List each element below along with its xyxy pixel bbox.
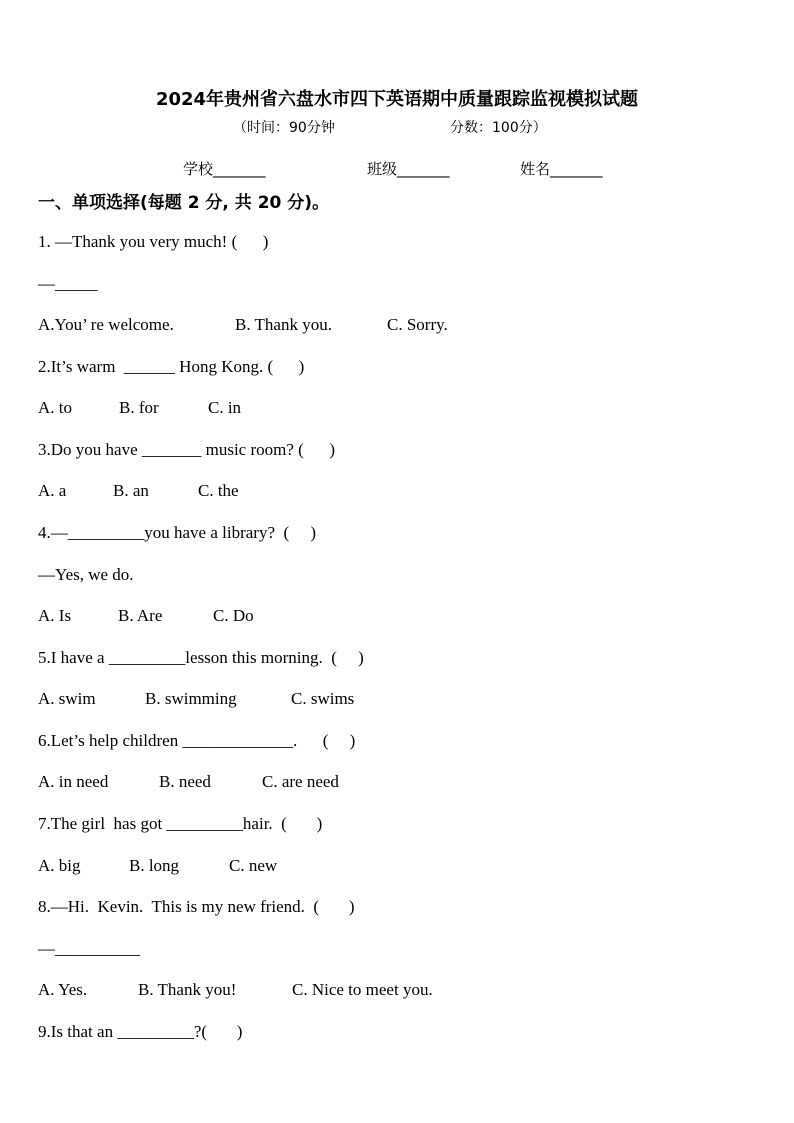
question-answer-line: —__________ [38, 939, 140, 958]
question-stem: 9.Is that an _________?( ) [38, 1022, 243, 1041]
exam-title: 2024年贵州省六盘水市四下英语期中质量跟踪监视模拟试题 [155, 89, 639, 110]
option-b: B. Thank you! [138, 980, 237, 999]
exam-time: （时间：90分钟 [233, 120, 335, 136]
section-title: 一、单项选择(每题 2 分, 共 20 分)。 [38, 193, 330, 213]
option-a: A.You’ re welcome. [38, 315, 174, 334]
question-stem: 2.It’s warm ______ Hong Kong. ( ) [38, 357, 305, 376]
option-a: A. Is [38, 606, 72, 625]
option-b: B. Thank you. [235, 315, 332, 334]
option-a: A. to [38, 398, 72, 417]
option-c: C. in [208, 398, 242, 417]
school-field: 学校_______ [183, 160, 266, 178]
question-stem: 8.—Hi. Kevin. This is my new friend. ( ) [38, 897, 355, 916]
option-c: C. the [198, 481, 239, 500]
option-a: A. a [38, 481, 67, 500]
option-c: C. new [229, 856, 278, 875]
option-b: B. long [129, 856, 180, 875]
question-stem: 5.I have a _________lesson this morning. ( ) [38, 648, 364, 667]
question-stem: 1. —Thank you very much! ( ) [38, 232, 269, 251]
question-stem: 4.—_________you have a library? ( ) [38, 523, 317, 542]
option-b: B. swimming [145, 689, 237, 708]
option-a: A. swim [38, 689, 96, 708]
option-a: A. Yes. [38, 980, 88, 999]
name-field: 姓名_______ [520, 160, 603, 178]
class-field: 班级_______ [367, 160, 450, 178]
option-b: B. an [113, 481, 149, 500]
exam-score: 分数：100分） [450, 120, 547, 136]
question-stem: 3.Do you have _______ music room? ( ) [38, 440, 335, 459]
option-c: C. Nice to meet you. [292, 980, 433, 999]
option-c: C. swims [291, 689, 355, 708]
option-b: B. Are [118, 606, 163, 625]
question-stem: 7.The girl has got _________hair. ( ) [38, 814, 323, 833]
question-stem: 6.Let’s help children _____________. ( ) [38, 731, 356, 750]
option-c: C. Do [213, 606, 254, 625]
option-a: A. in need [38, 772, 109, 791]
option-b: B. need [159, 772, 211, 791]
option-c: C. Sorry. [387, 315, 448, 334]
option-a: A. big [38, 856, 81, 875]
question-answer-line: —Yes, we do. [38, 565, 134, 584]
option-b: B. for [119, 398, 159, 417]
question-answer-line: —_____ [38, 274, 98, 293]
option-c: C. are need [262, 772, 339, 791]
